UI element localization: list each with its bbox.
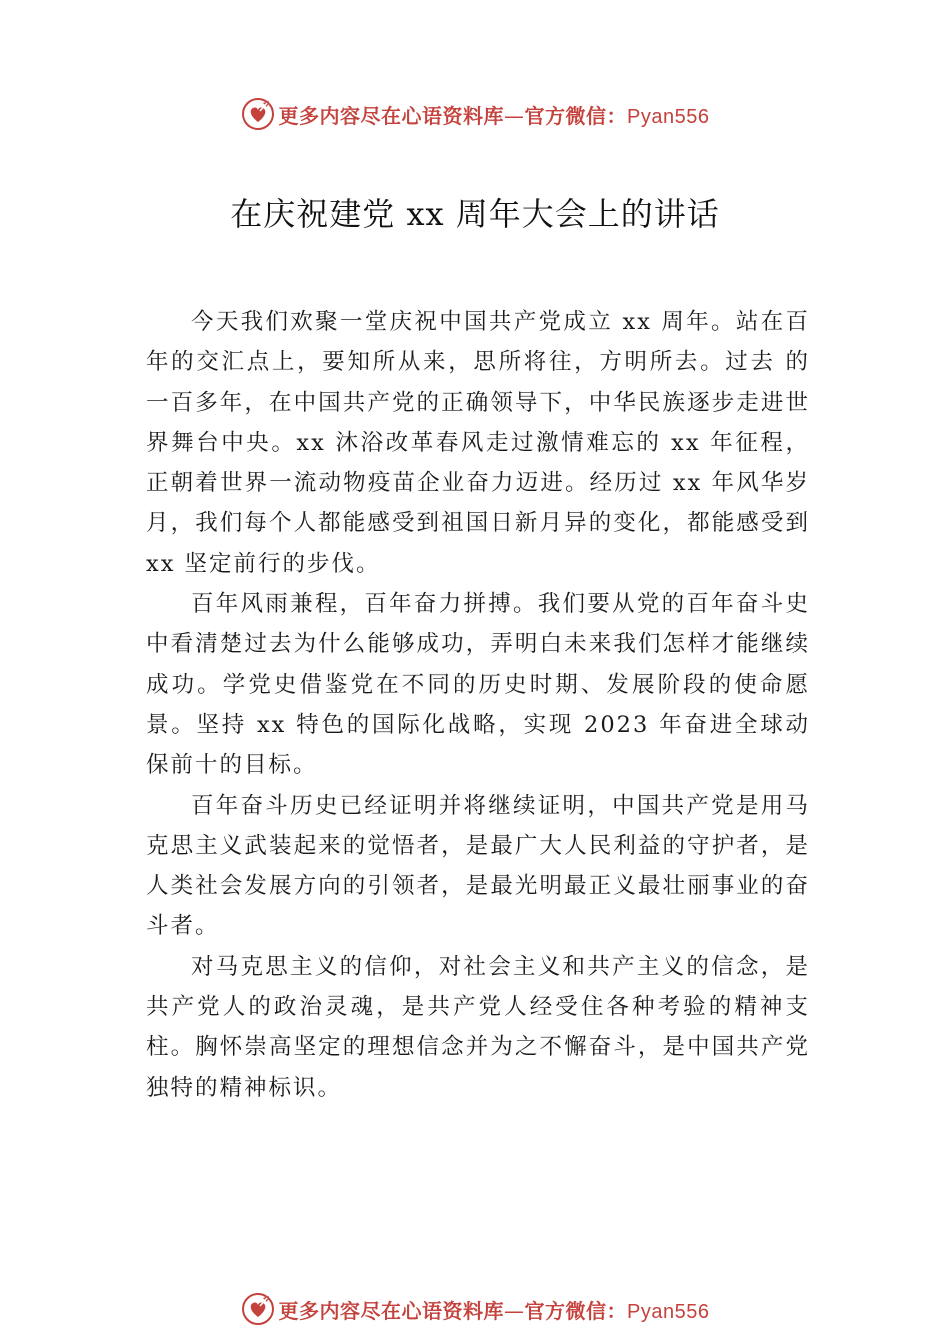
- paragraph: 百年奋斗历史已经证明并将继续证明，中国共产党是用马克思主义武装起来的觉悟者，是最广大人民利益的守护者，是人类社会发展方向的引领者，是最光明最正义最壮丽事业的奋斗者。: [146, 792, 810, 940]
- paragraph: 对马克思主义的信仰，对社会主义和共产主义的信念，是共产党人的政治灵魂，是共产党人经受住各种考验的精神支柱。胸怀崇高坚定的理想信念并为之不懈奋斗，是中国共产党独特的精神标识。: [146, 953, 810, 1101]
- footer-watermark: [0, 1291, 950, 1327]
- watermark-text: [279, 100, 710, 129]
- watermark-text: [279, 1295, 710, 1324]
- watermark-brand: 更多内容尽在心语资料库: [278, 103, 505, 128]
- heart-pen-logo-icon: [241, 1292, 275, 1326]
- header-watermark: [0, 96, 950, 132]
- watermark-contact-id: Pyan556: [627, 1300, 710, 1323]
- document-title: 在庆祝建党 xx 周年大会上的讲话: [230, 195, 720, 233]
- watermark-dash: —: [504, 103, 525, 128]
- watermark-contact-label: 官方微信：: [524, 1298, 628, 1323]
- paragraph: 今天我们欢聚一堂庆祝中国共产党成立 xx 周年。站在百年的交汇点上，要知所从来，思所将往，方明所去。过去 的一百多年，在中国共产党的正确领导下，中华民族逐步走进世界舞台中央。xx 沐浴改革春风走过激情难忘的 xx 年征程，正朝着世界一流动物疫苗企业奋力迈进。经历过 xx 年风华岁月，我们每个人都能感受到祖国日新月异的变化，都能感受到 xx 坚定前行的步伐。: [146, 309, 810, 577]
- watermark-contact-id: Pyan556: [627, 105, 710, 128]
- watermark-contact-label: 官方微信：: [524, 103, 628, 128]
- watermark-dash: —: [504, 1298, 525, 1323]
- heart-pen-logo-icon: [241, 97, 275, 131]
- paragraph: 百年风雨兼程，百年奋力拼搏。我们要从党的百年奋斗史中看清楚过去为什么能够成功，弄明白未来我们怎样才能继续成功。学党史借鉴党在不同的历史时期、发展阶段的使命愿景。坚持 xx 特色的国际化战略，实现 2023 年奋进全球动保前十的目标。: [146, 591, 810, 779]
- watermark-brand: 更多内容尽在心语资料库: [278, 1298, 505, 1323]
- document-body: [146, 302, 810, 1108]
